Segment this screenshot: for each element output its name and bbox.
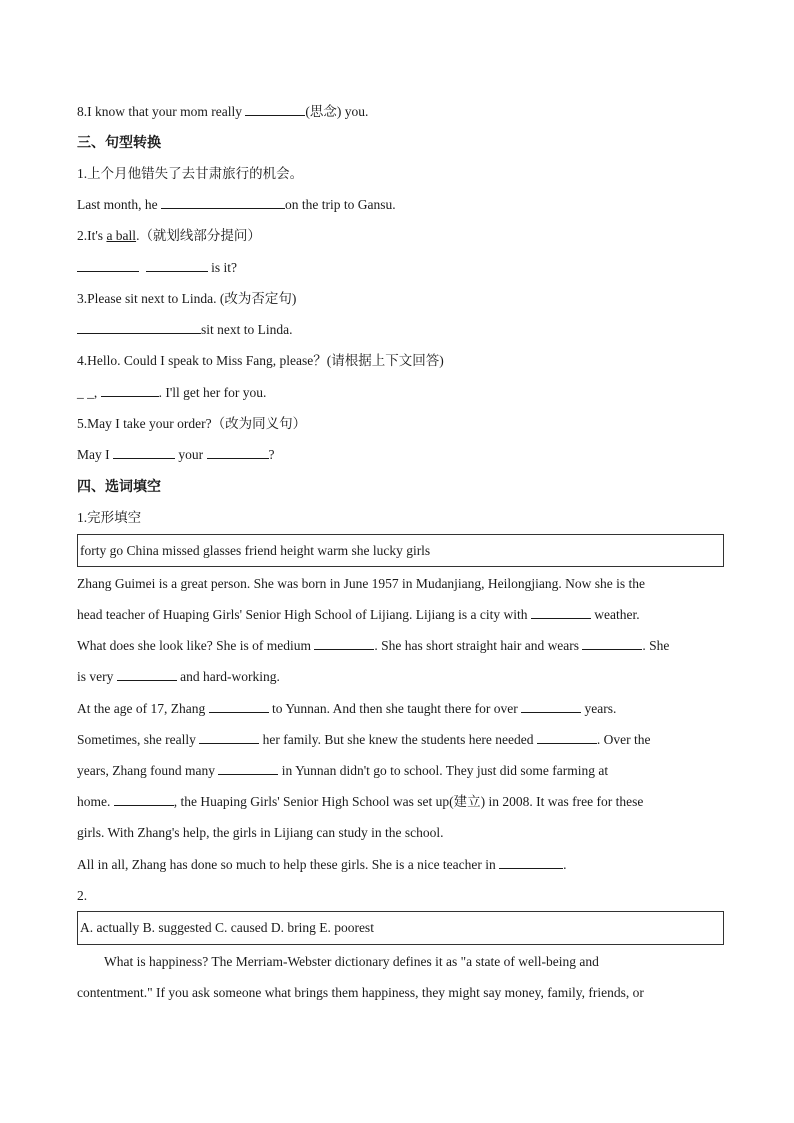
prompt-text: 2.It's (77, 228, 107, 243)
passage-line (77, 668, 280, 686)
passage-line (77, 856, 567, 874)
answer-text: . I'll get her for you. (158, 385, 267, 400)
passage2-line: What is happiness? The Merriam-Webster dictionary defines it as "a state of well-being and (104, 954, 599, 969)
passage2-line: contentment." If you ask someone what brings them happiness, they might say money, family, friends, or (77, 985, 644, 1000)
passage-text: head teacher of Huaping Girls' Senior High School of Lijiang. Lijiang is a city with (77, 607, 531, 622)
s3-q4-prompt: 4.Hello. Could I speak to Miss Fang, please？(请根据上下文回答) (77, 353, 444, 368)
passage-line (77, 762, 608, 780)
passage-text: . Over the (596, 732, 651, 747)
s3-q2-prompt (77, 227, 261, 245)
answer-text: sit next to Linda. (201, 322, 293, 337)
s3-q2-answer (77, 259, 237, 277)
answer-blank[interactable] (209, 700, 269, 713)
section-4-title: 四、选词填空 (77, 479, 161, 495)
word-bank-box-2 (77, 911, 724, 945)
passage-text: . She has short straight hair and wears (374, 638, 583, 653)
answer-blank[interactable] (537, 731, 597, 744)
prompt-text: .（就划线部分提问） (136, 228, 261, 243)
passage-text: years. (581, 701, 617, 716)
answer-text: _ _, (77, 385, 101, 400)
word-bank-box (77, 534, 724, 567)
passage-text: years, Zhang found many (77, 763, 219, 778)
answer-blank[interactable] (531, 606, 591, 619)
answer-blank[interactable] (146, 259, 208, 272)
passage-text: , the Huaping Girls' Senior High School was set up(建立) in 2008. It was free for these (173, 794, 644, 809)
passage-line (77, 793, 643, 811)
answer-blank[interactable] (218, 762, 278, 775)
passage-line (77, 700, 616, 718)
underlined-phrase: a ball (106, 228, 137, 243)
passage-text: and hard-working. (176, 669, 280, 684)
s3-q5-prompt: 5.May I take your order?（改为同义句） (77, 416, 307, 431)
question-text: (思念) you. (305, 104, 369, 119)
answer-blank[interactable] (161, 196, 285, 209)
passage-text: . (563, 857, 567, 872)
answer-text: on the trip to Gansu. (285, 197, 396, 212)
passage-text: to Yunnan. And then she taught there for over (268, 701, 522, 716)
answer-blank[interactable] (77, 259, 139, 272)
answer-blank[interactable] (245, 103, 305, 116)
passage-line (77, 731, 651, 749)
passage-text: weather. (590, 607, 640, 622)
passage-text: in Yunnan didn't go to school. They just did some farming at (278, 763, 609, 778)
passage-text: All in all, Zhang has done so much to help these girls. She is a nice teacher in (77, 857, 500, 872)
question-8 (77, 103, 368, 121)
answer-blank[interactable] (499, 856, 563, 869)
question-text: 8.I know that your mom really (77, 104, 246, 119)
answer-blank[interactable] (114, 793, 174, 806)
answer-text: is it? (207, 260, 237, 275)
s3-q4-answer (77, 384, 266, 402)
answer-text: Last month, he (77, 197, 161, 212)
question-2-label: 2. (77, 888, 88, 903)
passage-text: home. (77, 794, 114, 809)
answer-blank[interactable] (101, 384, 159, 397)
answer-text: May I (77, 447, 113, 462)
answer-text: ? (268, 447, 275, 462)
s3-q1-answer (77, 196, 396, 214)
s3-q1-prompt: 1.上个月他错失了去甘肃旅行的机会。 (77, 166, 304, 181)
word-bank-text: forty go China missed glasses friend height warm she lucky girls (80, 542, 431, 558)
passage-text: her family. But she knew the students here needed (259, 732, 537, 747)
passage-text: is very (77, 669, 117, 684)
passage-line (77, 637, 669, 655)
answer-blank[interactable] (582, 637, 642, 650)
word-bank-text: A. actually B. suggested C. caused D. bring E. poorest (80, 920, 374, 935)
passage-line: girls. With Zhang's help, the girls in Lijiang can study in the school. (77, 825, 444, 840)
passage-text: What does she look like? She is of medium (77, 638, 315, 653)
s3-q3-prompt: 3.Please sit next to Linda. (改为否定句) (77, 291, 297, 306)
section-3-title: 三、句型转换 (77, 135, 161, 151)
answer-blank[interactable] (117, 668, 177, 681)
answer-text: your (175, 447, 207, 462)
passage-text: At the age of 17, Zhang (77, 701, 209, 716)
passage-text: . She (642, 638, 670, 653)
s3-q5-answer (77, 446, 275, 464)
cloze-label: 1.完形填空 (77, 510, 142, 525)
passage-line (77, 606, 640, 624)
answer-blank[interactable] (314, 637, 374, 650)
answer-blank[interactable] (207, 446, 269, 459)
answer-blank[interactable] (113, 446, 175, 459)
s3-q3-answer (77, 321, 293, 339)
passage-text: Sometimes, she really (77, 732, 200, 747)
answer-blank[interactable] (199, 731, 259, 744)
answer-blank[interactable] (77, 321, 201, 334)
answer-blank[interactable] (521, 700, 581, 713)
passage-line: Zhang Guimei is a great person. She was born in June 1957 in Mudanjiang, Heilongjiang. Now she is the (77, 576, 646, 591)
